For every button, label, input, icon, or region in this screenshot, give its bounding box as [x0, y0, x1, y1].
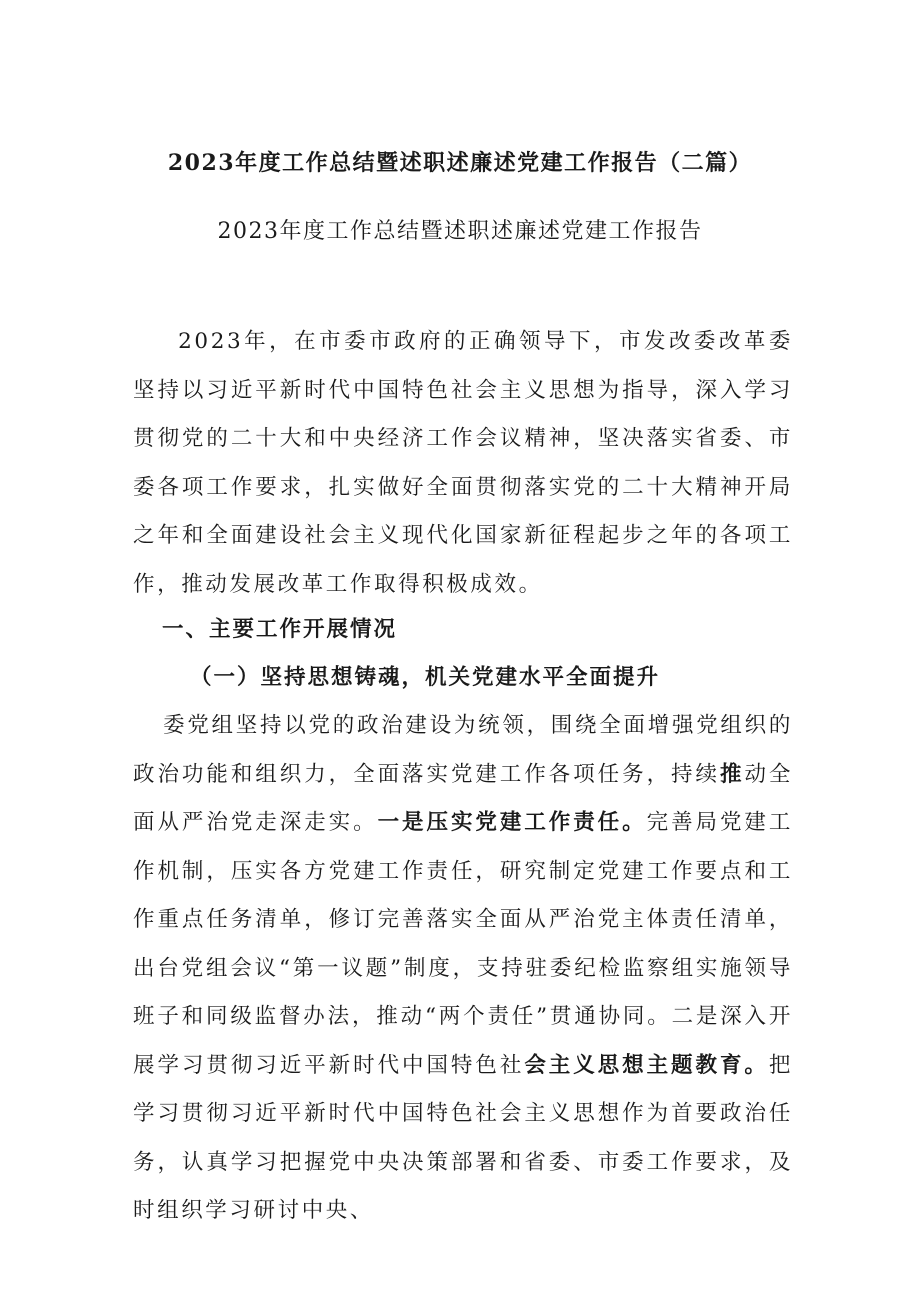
key-point-one-heading: 一是压实党建工作责任。 [377, 810, 647, 835]
key-point-two-heading: 会主义思想主题教育。 [524, 1052, 769, 1078]
subsection-heading: （一）坚持思想铸魂，机关党建水平全面提升 [190, 665, 661, 690]
body-text-segment: 完善局党建工作机制，压实各方党建工作责任，研究制定党建工作要点和工作重点任务清单，修订完善落实全面从严治党主体责任清单，出台党组会议“第一议题”制度，支持驻委纪检监察组实施领导班子和同级监督办法，推动“两个责任”贯通协同。二是深入开展学习贯彻习近平新时代中国特色社 [133, 810, 793, 1078]
intro-paragraph: 2023年，在市委市政府的正确领导下，市发改委改革委坚持以习近平新时代中国特色社会主义思想为指导，深入学习贯彻党的二十大和中央经济工作会议精神，坚决落实省委、市委各项工作要求，扎实做好全面贯彻落实党的二十大精神开局之年和全面建设社会主义现代化国家新征程起步之年的各项工作，推动发展改革工作取得积极成效。 [133, 329, 793, 597]
section-heading: 一、主要工作开展情况 [162, 617, 398, 642]
body-text-segment: 动全面从严治党走深走实。 [133, 761, 794, 835]
body-text-bold-segment: 推 [719, 761, 745, 787]
document-title: 2023年度工作总结暨述职述廉述党建工作报告（二篇） [167, 150, 753, 176]
body-text-segment: 委党组坚持以党的政治建设为统领，围绕全面增强党组织的政治功能和组织力，全面落实党建工作各项任务，持续 [133, 713, 793, 787]
document-subtitle: 2023年度工作总结暨述职述廉述党建工作报告 [217, 219, 703, 244]
body-paragraph [133, 702, 793, 1236]
body-text-segment: 把学习贯彻习近平新时代中国特色社会主义思想作为首要政治任务，认真学习把握党中央决策部署和省委、市委工作要求，及时组织学习研讨中央、 [133, 1052, 793, 1223]
